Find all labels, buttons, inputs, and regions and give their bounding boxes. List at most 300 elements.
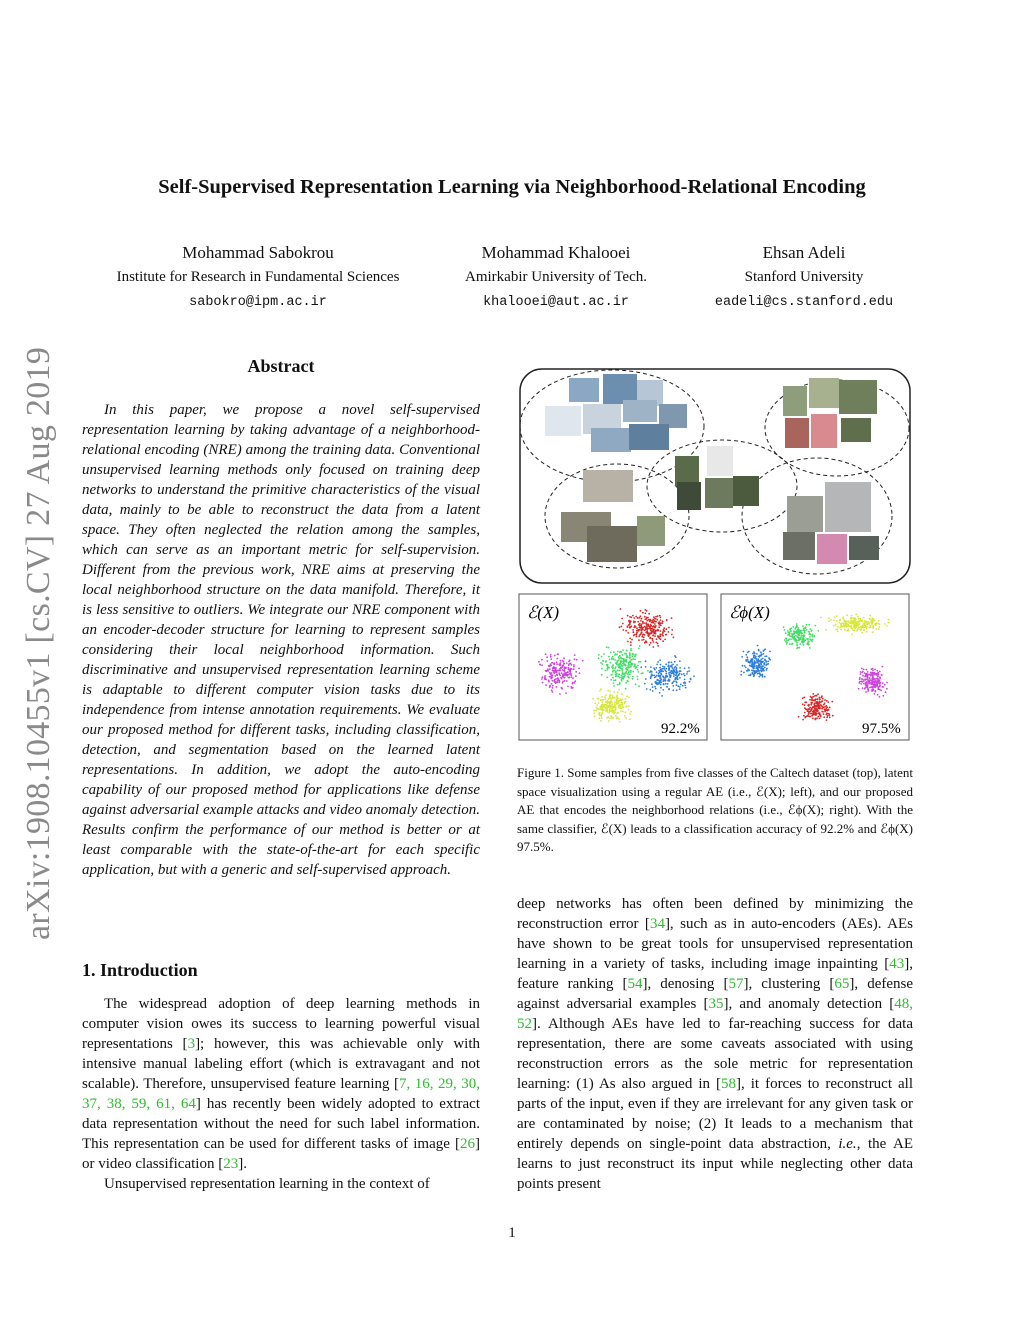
scatter-point [634, 658, 636, 660]
scatter-point [632, 629, 634, 631]
scatter-point [673, 637, 675, 639]
scatter-point [616, 695, 618, 697]
scatter-point [887, 622, 889, 624]
scatter-point [572, 677, 574, 679]
scatter-point [612, 712, 614, 714]
scatter-point [625, 630, 627, 632]
scatter-point [545, 684, 547, 686]
scatter-point [625, 711, 627, 713]
citation-link[interactable]: 65 [834, 976, 850, 992]
scatter-point [601, 663, 603, 665]
author-affiliation: Stanford University [744, 269, 864, 285]
scatter-point [643, 639, 645, 641]
text-run: ]. Although AEs have led to far-reaching success for data representation, there are some caveats associated with using reconstruction errors as the sole metric for representation learning: (1) As also argued in [ [517, 1016, 913, 1092]
scatter-point [629, 713, 631, 715]
scatter-point [616, 699, 618, 701]
scatter-point [627, 656, 629, 658]
scatter-point [884, 684, 886, 686]
scatter-point [609, 659, 611, 661]
author-email[interactable]: khalooei@aut.ac.ir [483, 295, 629, 310]
scatter-point [814, 708, 816, 710]
scatter-point [796, 644, 798, 646]
scatter-point [600, 720, 602, 722]
scatter-point [559, 663, 561, 665]
scatter-point [878, 626, 880, 628]
scatter-point [817, 709, 819, 711]
scatter-point [848, 622, 850, 624]
scatter-point [627, 632, 629, 634]
scatter-point [804, 639, 806, 641]
citation-link[interactable]: 3 [187, 1036, 196, 1052]
scatter-point [789, 631, 791, 633]
scatter-point [613, 658, 615, 660]
scatter-point [839, 619, 841, 621]
scatter-point [562, 682, 564, 684]
citation-link[interactable]: 7, 16, 29, 30, 37, 38, 59, 61, 64 [82, 1076, 481, 1112]
scatter-point [786, 639, 788, 641]
text-run: ], and anomaly detection [ [723, 996, 895, 1012]
citation-link[interactable]: 43 [889, 956, 905, 972]
scatter-point [552, 685, 554, 687]
scatter-point [673, 673, 675, 675]
scatter-point [635, 634, 637, 636]
scatter-point [634, 634, 636, 636]
scatter-point [826, 706, 828, 708]
abstract-heading: Abstract [247, 356, 315, 376]
scatter-point [764, 676, 766, 678]
scatter-point [651, 683, 653, 685]
scatter-point [802, 625, 804, 627]
scatter-point [860, 626, 862, 628]
scatter-point [761, 654, 763, 656]
scatter-point [640, 620, 642, 622]
scatter-point [763, 653, 765, 655]
scatter-point [561, 672, 563, 674]
scatter-point [541, 678, 543, 680]
scatter-point [877, 676, 879, 678]
scatter-point [823, 713, 825, 715]
scatter-point [629, 653, 631, 655]
scatter-point [749, 661, 751, 663]
scatter-point [635, 666, 637, 668]
scatter-point [617, 716, 619, 718]
scatter-point [656, 638, 658, 640]
scatter-point [567, 674, 569, 676]
scatter-point [863, 680, 865, 682]
scatter-point [617, 692, 619, 694]
scatter-point [758, 650, 760, 652]
scatter-point [807, 641, 809, 643]
scatter-point [661, 695, 663, 697]
scatter-point [860, 673, 862, 675]
scatter-point [861, 668, 863, 670]
scatter-point [631, 655, 633, 657]
scatter-point [646, 618, 648, 620]
scatter-point [867, 622, 869, 624]
scatter-point [856, 630, 858, 632]
scatter-point [650, 666, 652, 668]
scatter-point [622, 658, 624, 660]
scatter-point [637, 617, 639, 619]
scatter-point [550, 654, 552, 656]
abstract-text: In this paper, we propose a novel self-supervised representation learning by taking advantage of a neighborhood-relational encoding (NRE) among the training data. Conventional unsupervised learning methods only focused on training deep networks to understand the primitive characteristics of the visual data, mainly to be able to reconstruct the data from a latent space. They often neglected the relation among the samples, which can serve as an important metric for self-supervision. Different from the previous work, NRE aims at preserving the local neighborhood structure on the data manifold. Therefore, it is less sensitive to outliers. We integrate our NRE component with an encoder-decoder structure for learning to represent samples considering their local neighborhood information. Such discriminative and unsupervised representation learning scheme is adaptable to different computer vision tasks due to its independence from intense annotation requirements. We evaluate our proposed method for different tasks, including classification, detection, and segmentation based on the learned latent representations. In addition, we adopt the auto-encoding capability of our proposed method for applications like defense against adversarial example attacks and video anomaly detection. Results confirm the performance of our method is better or at least comparable with the state-of-the-art for each specific application, but with a generic and self-supervised approach. [82, 402, 480, 878]
scatter-point [564, 674, 566, 676]
scatter-point [760, 662, 762, 664]
scatter-point [648, 625, 650, 627]
right-plot-label: ℰϕ(X) [729, 603, 770, 622]
citation-link[interactable]: 58 [721, 1076, 736, 1092]
scatter-point [637, 676, 639, 678]
scatter-point [549, 685, 551, 687]
scatter-point [688, 667, 690, 669]
scatter-point [555, 686, 557, 688]
scatter-point [615, 674, 617, 676]
citation-link[interactable]: 23 [223, 1156, 239, 1172]
scatter-point [644, 634, 646, 636]
scatter-point [785, 632, 787, 634]
scatter-point [815, 719, 817, 721]
scatter-point [684, 682, 686, 684]
scatter-point [631, 664, 633, 666]
citation-link[interactable]: 48, 52 [517, 996, 913, 1032]
scatter-point [681, 673, 683, 675]
scatter-point [817, 693, 819, 695]
scatter-point [808, 638, 810, 640]
scatter-point [762, 658, 764, 660]
scatter-point [855, 626, 857, 628]
scatter-point [803, 641, 805, 643]
scatter-point [629, 638, 631, 640]
scatter-point [668, 680, 670, 682]
scatter-point [808, 711, 810, 713]
scatter-point [649, 637, 651, 639]
scatter-point [622, 672, 624, 674]
scatter-point [620, 710, 622, 712]
scatter-point [855, 614, 857, 616]
scatter-point [812, 639, 814, 641]
text-run: ] or video classification [ [82, 1136, 480, 1172]
scatter-point [804, 632, 806, 634]
scatter-point [617, 651, 619, 653]
scatter-point [846, 614, 848, 616]
scatter-point [557, 653, 559, 655]
scatter-point [654, 633, 656, 635]
scatter-point [851, 615, 853, 617]
scatter-point [861, 632, 863, 634]
scatter-point [622, 649, 624, 651]
scatter-point [874, 680, 876, 682]
scatter-point [879, 682, 881, 684]
scatter-point [684, 685, 686, 687]
scatter-point [642, 672, 644, 674]
scatter-point [660, 625, 662, 627]
scatter-point [867, 690, 869, 692]
scatter-point [871, 682, 873, 684]
scatter-point [582, 660, 584, 662]
scatter-point [653, 674, 655, 676]
scatter-point [594, 715, 596, 717]
scatter-point [755, 667, 757, 669]
scatter-point [654, 623, 656, 625]
scatter-point [826, 717, 828, 719]
scatter-point [628, 670, 630, 672]
scatter-point [868, 681, 870, 683]
scatter-point [541, 659, 543, 661]
scatter-point [756, 665, 758, 667]
text-run: ]. [238, 1156, 247, 1172]
scatter-point [831, 701, 833, 703]
scatter-point [882, 682, 884, 684]
scatter-point [862, 626, 864, 628]
scatter-point [607, 700, 609, 702]
scatter-point [756, 662, 758, 664]
scatter-point [598, 702, 600, 704]
scatter-point [641, 626, 643, 628]
scatter-point [601, 696, 603, 698]
scatter-point [825, 629, 827, 631]
scatter-point [630, 711, 632, 713]
scatter-point [663, 680, 665, 682]
scatter-point [648, 613, 650, 615]
scatter-point [758, 673, 760, 675]
scatter-point [628, 621, 630, 623]
scatter-point [629, 664, 631, 666]
scatter-point [824, 706, 826, 708]
scatter-point [848, 624, 850, 626]
scatter-point [861, 672, 863, 674]
scatter-point [633, 666, 635, 668]
scatter-point [626, 695, 628, 697]
text-run: ] has recently been widely adopted to extract data representation without the need for such label information. This representation can be used for different tasks of image [ [82, 1096, 480, 1152]
scatter-point [616, 701, 618, 703]
scatter-point [563, 668, 565, 670]
scatter-point [569, 663, 571, 665]
intro-right-column [517, 894, 913, 1194]
scatter-point [651, 628, 653, 630]
scatter-point [858, 621, 860, 623]
scatter-point [879, 671, 881, 673]
scatter-point [621, 679, 623, 681]
scatter-point [552, 676, 554, 678]
scatter-point [872, 621, 874, 623]
scatter-point [864, 672, 866, 674]
scatter-point [872, 678, 874, 680]
scatter-point [645, 629, 647, 631]
scatter-point [873, 619, 875, 621]
scatter-point [618, 689, 620, 691]
scatter-point [863, 617, 865, 619]
scatter-point [613, 651, 615, 653]
scatter-point [879, 689, 881, 691]
author-email[interactable]: sabokro@ipm.ac.ir [189, 295, 327, 310]
scatter-point [784, 639, 786, 641]
scatter-point [627, 675, 629, 677]
scatter-point [677, 685, 679, 687]
citation-link[interactable]: 35 [708, 996, 724, 1012]
scatter-point [550, 656, 552, 658]
scatter-point [552, 670, 554, 672]
scatter-point [539, 664, 541, 666]
scatter-point [803, 715, 805, 717]
scatter-point [835, 624, 837, 626]
scatter-point [619, 655, 621, 657]
scatter-point [742, 665, 744, 667]
scatter-point [869, 677, 871, 679]
scatter-point [821, 711, 823, 713]
scatter-point [601, 668, 603, 670]
scatter-point [632, 615, 634, 617]
scatter-point [573, 666, 575, 668]
scatter-point [679, 670, 681, 672]
scatter-point [745, 660, 747, 662]
scatter-point [684, 667, 686, 669]
right-accuracy-label: 97.5% [862, 721, 901, 737]
scatter-point [795, 627, 797, 629]
scatter-point [613, 691, 615, 693]
scatter-point [614, 712, 616, 714]
scatter-point [879, 685, 881, 687]
text-run: ], it forces to reconstruct all parts of the input, even if they are irrelevant for any given task or are contaminated by noise; (2) It leads to a mechanism that entirely depends on single-point data abstraction, [517, 1076, 913, 1152]
scatter-point [666, 619, 668, 621]
scatter-point [860, 629, 862, 631]
scatter-point [869, 615, 871, 617]
scatter-point [872, 631, 874, 633]
scatter-point [632, 658, 634, 660]
scatter-point [750, 674, 752, 676]
scatter-point [664, 630, 666, 632]
scatter-point [559, 675, 561, 677]
scatter-point [679, 667, 681, 669]
author-email[interactable]: eadeli@cs.stanford.edu [714, 295, 894, 310]
left-accuracy-label: 92.2% [661, 721, 700, 737]
scatter-point [640, 615, 642, 617]
scatter-point [621, 669, 623, 671]
author-affiliation: Amirkabir University of Tech. [465, 269, 647, 285]
scatter-point [632, 671, 634, 673]
scatter-point [747, 668, 749, 670]
scatter-point [607, 705, 609, 707]
scatter-point [833, 619, 835, 621]
scatter-point [857, 623, 859, 625]
scatter-point [759, 667, 761, 669]
scatter-point [793, 633, 795, 635]
scatter-point [804, 701, 806, 703]
scatter-point [629, 623, 631, 625]
scatter-point [872, 627, 874, 629]
scatter-point [645, 640, 647, 642]
scatter-point [665, 683, 667, 685]
scatter-point [618, 659, 620, 661]
scatter-point [790, 638, 792, 640]
scatter-point [660, 679, 662, 681]
citation-link[interactable]: 26 [460, 1136, 475, 1152]
scatter-point [817, 630, 819, 632]
citation-link[interactable]: 57 [728, 976, 744, 992]
scatter-point [750, 660, 752, 662]
scatter-point [795, 635, 797, 637]
scatter-point [873, 684, 875, 686]
figure-caption: Figure 1. Some samples from five classes of the Caltech dataset (top), latent space visualization using a regular AE (i.e., ℰ(X); left), and our proposed AE that encodes the neighborhood relations (i.e., ℰϕ(X); right). With the same classifier, ℰ(X) leads to a classification accuracy of 92.2% and ℰϕ(X) 97.5%. [517, 765, 913, 854]
scatter-point [560, 660, 562, 662]
scatter-point [604, 670, 606, 672]
scatter-point [763, 649, 765, 651]
scatter-point [656, 667, 658, 669]
scatter-point [655, 618, 657, 620]
scatter-point [559, 681, 561, 683]
scatter-point [820, 716, 822, 718]
scatter-point [745, 654, 747, 656]
scatter-point [619, 666, 621, 668]
scatter-point [672, 689, 674, 691]
scatter-point [601, 713, 603, 715]
scatter-point [630, 620, 632, 622]
scatter-point [675, 669, 677, 671]
scatter-point [566, 662, 568, 664]
scatter-point [663, 668, 665, 670]
scatter-point [650, 670, 652, 672]
scatter-point [886, 682, 888, 684]
scatter-point [626, 650, 628, 652]
scatter-point [816, 701, 818, 703]
scatter-point [656, 671, 658, 673]
scatter-point [656, 675, 658, 677]
scatter-point [563, 663, 565, 665]
scatter-point [644, 626, 646, 628]
scatter-point [836, 615, 838, 617]
scatter-point [634, 655, 636, 657]
scatter-point [885, 691, 887, 693]
scatter-point [659, 692, 661, 694]
scatter-point [623, 673, 625, 675]
scatter-point [551, 689, 553, 691]
scatter-point [752, 653, 754, 655]
scatter-point [656, 664, 658, 666]
citation-link[interactable]: 54 [627, 976, 643, 992]
scatter-point [656, 619, 658, 621]
scatter-point [599, 708, 601, 710]
scatter-point [862, 624, 864, 626]
scatter-point [808, 624, 810, 626]
scatter-point [853, 626, 855, 628]
scatter-point [675, 666, 677, 668]
scatter-point [601, 674, 603, 676]
scatter-point [646, 688, 648, 690]
scatter-point [837, 631, 839, 633]
scatter-point [606, 646, 608, 648]
scatter-point [660, 630, 662, 632]
scatter-point [625, 688, 627, 690]
text-run: ], such as in auto-encoders (AEs). AEs have shown to be great tools for unsupervised representation learning in a variety of tasks, including image inpainting [ [517, 916, 913, 972]
scatter-point [610, 662, 612, 664]
scatter-point [556, 658, 558, 660]
scatter-point [810, 639, 812, 641]
scatter-point [647, 670, 649, 672]
scatter-point [674, 677, 676, 679]
scatter-point [877, 688, 879, 690]
scatter-point [651, 632, 653, 634]
scatter-point [878, 623, 880, 625]
scatter-point [633, 627, 635, 629]
scatter-point [652, 639, 654, 641]
scatter-point [561, 666, 563, 668]
citation-link[interactable]: 34 [649, 916, 665, 932]
scatter-point [671, 634, 673, 636]
scatter-point [871, 619, 873, 621]
scatter-point [828, 713, 830, 715]
scatter-point [669, 674, 671, 676]
scatter-point [639, 623, 641, 625]
scatter-point [574, 658, 576, 660]
